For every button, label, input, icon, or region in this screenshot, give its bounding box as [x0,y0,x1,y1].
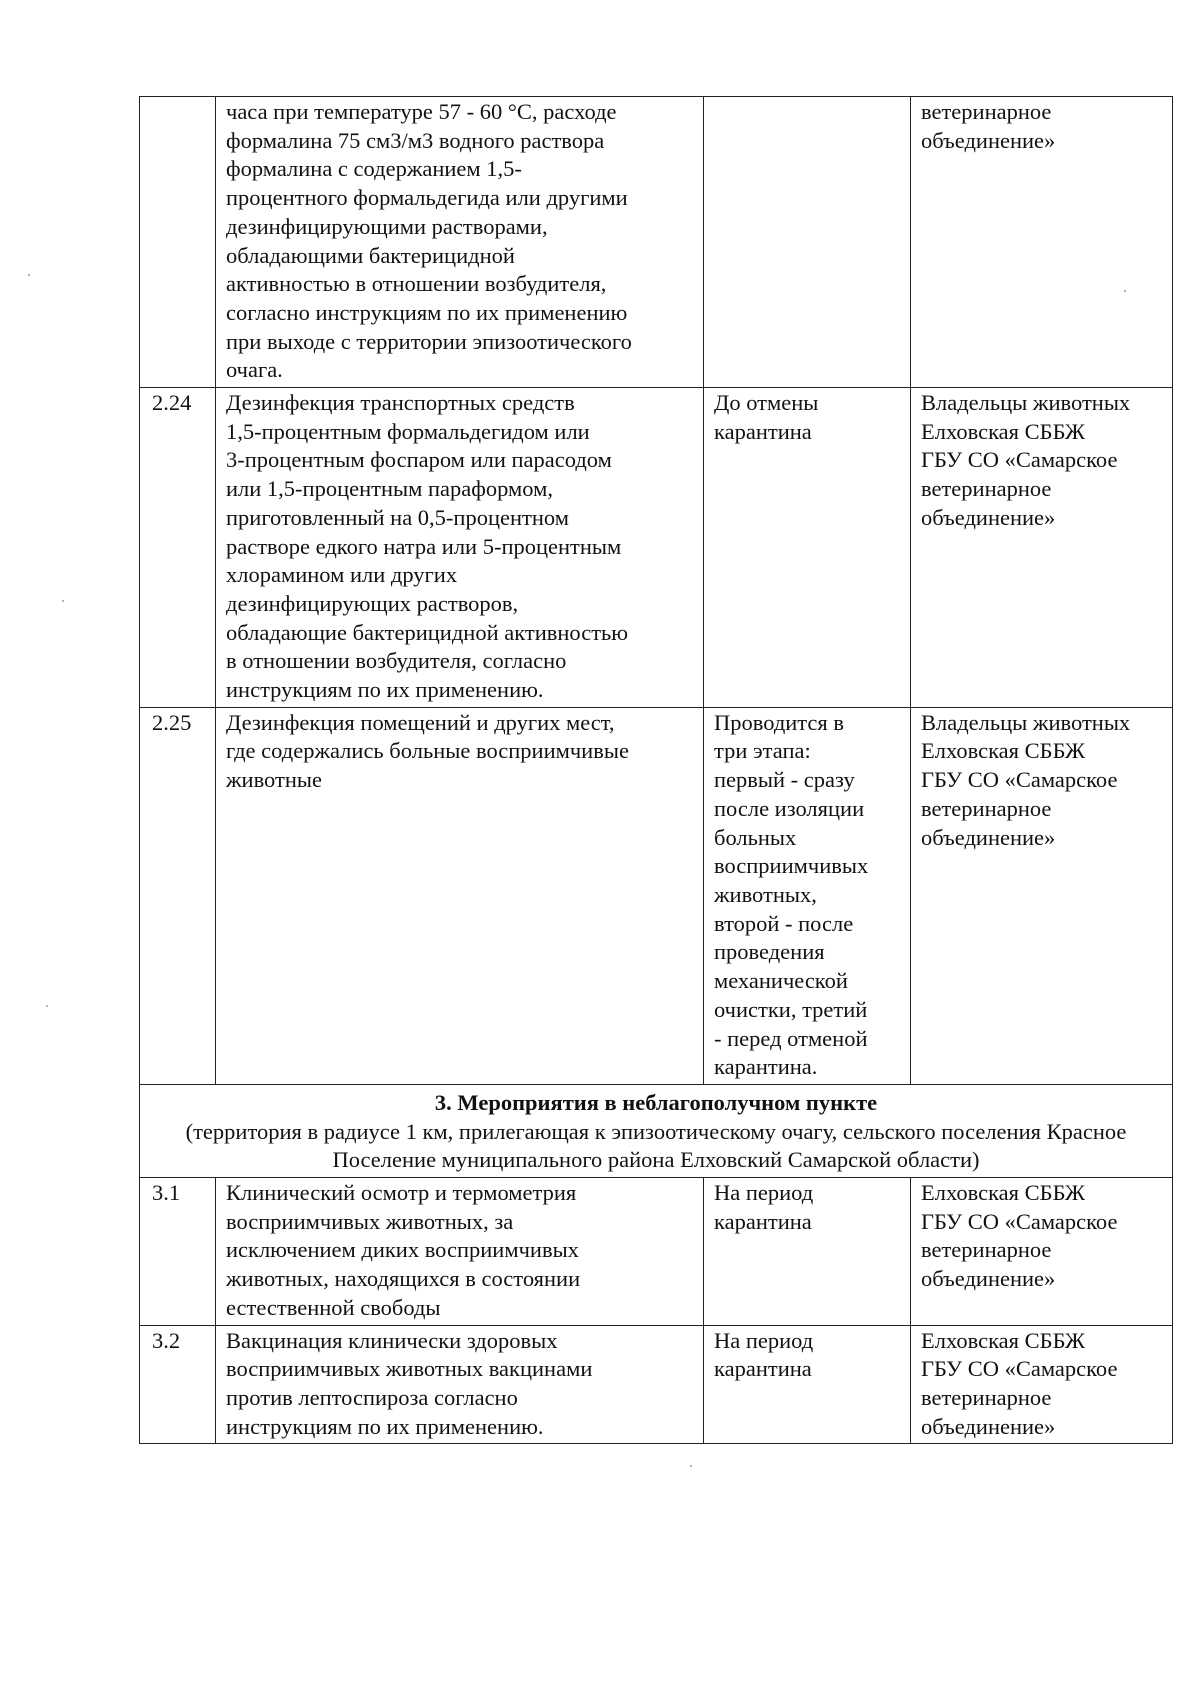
responsible-cell: Владельцы животных Елховская СББЖ ГБУ СО «Самарское ветеринарное объединение» [911,388,1173,708]
scan-speck [1124,290,1126,292]
table-row [140,1325,1173,1444]
scan-speck [46,1005,48,1007]
deadline-cell: На период карантина [704,1178,911,1326]
section-title: 3. Мероприятия в неблагополучном пункте [434,1089,878,1115]
responsible-cell: Елховская СББЖ ГБУ СО «Самарское ветеринарное объединение» [911,1325,1173,1444]
table-row [140,1178,1173,1326]
measures-table [139,96,1173,1444]
scan-speck [62,600,64,602]
deadline-cell: Проводится в три этапа: первый - сразу после изоляции больных восприимчивых животных, второй - после проведения механической очистки, третий - перед отменой карантина. [704,707,911,1084]
scan-speck [690,1465,692,1467]
responsible-cell: Елховская СББЖ ГБУ СО «Самарское ветеринарное объединение» [911,1178,1173,1326]
row-number: 2.24 [140,388,216,708]
deadline-cell: На период карантина [704,1325,911,1444]
section-header [140,1084,1173,1177]
responsible-cell: Владельцы животных Елховская СББЖ ГБУ СО «Самарское ветеринарное объединение» [911,707,1173,1084]
row-number [140,97,216,388]
row-number: 3.1 [140,1178,216,1326]
table-row [140,388,1173,708]
responsible-cell: ветеринарное объединение» [911,97,1173,388]
deadline-cell [704,97,911,388]
scan-speck [28,274,30,276]
action-cell: Клинический осмотр и термометрия восприимчивых животных, за исключением диких восприимчивых животных, находящихся в состоянии естественной свободы [216,1178,704,1326]
table-row [140,97,1173,388]
table-row [140,707,1173,1084]
row-number: 3.2 [140,1325,216,1444]
row-number: 2.25 [140,707,216,1084]
section-header-row [140,1084,1173,1177]
action-cell: Вакцинация клинически здоровых восприимчивых животных вакцинами против лептоспироза согласно инструкциям по их применению. [216,1325,704,1444]
action-cell: Дезинфекция помещений и других мест, где содержались больные восприимчивые животные [216,707,704,1084]
action-cell: часа при температуре 57 - 60 °С, расходе формалина 75 см3/м3 водного раствора формалина с содержанием 1,5- процентного формальдегида или другими дезинфицирующими растворами, обладающими бактерицидной активностью в отношении возбудителя, согласно инструкциям по их применению при выходе с территории эпизоотического очага. [216,97,704,388]
action-cell: Дезинфекция транспортных средств 1,5-процентным формальдегидом или 3-процентным фоспаром или парасодом или 1,5-процентным параформом, приготовленный на 0,5-процентном растворе едкого натра или 5-процентным хлорамином или других дезинфицирующих растворов, обладающие бактерицидной активностью в отношении возбудителя, согласно инструкциям по их применению. [216,388,704,708]
deadline-cell: До отмены карантина [704,388,911,708]
section-subtitle: (территория в радиусе 1 км, прилегающая к эпизоотическому очагу, сельского поселения Красное Поселение муниципального района Елховский Самарской области) [185,1118,1127,1173]
